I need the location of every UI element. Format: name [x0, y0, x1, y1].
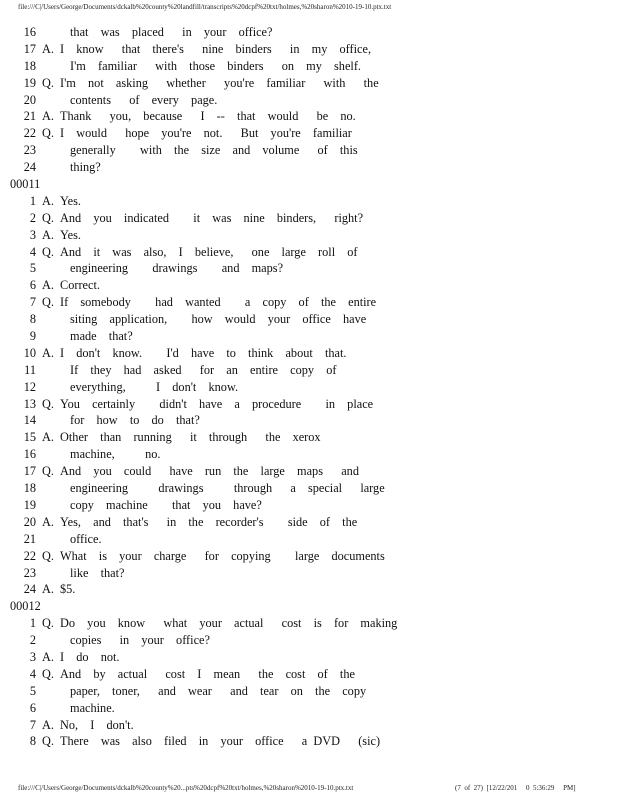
- transcript-line: [10, 514, 610, 531]
- speaker-label: A.: [42, 41, 54, 56]
- line-text: engineering drawings through a special large: [70, 481, 385, 496]
- line-text: contents of every page.: [70, 92, 218, 107]
- transcript-line: [10, 531, 610, 548]
- line-text: Yes, and that's in the recorder's side of the: [60, 514, 358, 529]
- line-text: I don't know. I'd have to think about that.: [60, 345, 347, 360]
- line-text: I'm not asking whether you're familiar with the: [60, 75, 379, 90]
- transcript-line: [10, 244, 610, 261]
- file-path-header: file:///C|/Users/George/Documents/dckalb%20county%20landfill/transcripts%20dcpf%20txt/holmes,%20sharon%2010-19-10.ptx.txt: [18, 3, 392, 11]
- transcript-line: [10, 24, 610, 41]
- page-marker: 00011: [10, 177, 41, 192]
- transcript-line: [10, 700, 610, 717]
- transcript-line: [10, 125, 610, 142]
- line-text: that was placed in your office?: [70, 25, 273, 39]
- transcript-body: [10, 24, 610, 750]
- line-text: for how to do that?: [70, 413, 200, 428]
- line-text: $5.: [60, 582, 76, 597]
- line-number: 6: [29, 278, 36, 293]
- transcript-line: [10, 193, 610, 210]
- transcript-line: [10, 277, 610, 294]
- transcript-line: [10, 548, 610, 565]
- line-number: 1: [29, 193, 36, 208]
- line-number: 21: [23, 109, 36, 124]
- line-text: Thank you, because I -- that would be no.: [60, 109, 356, 124]
- transcript-line: [10, 260, 610, 277]
- transcript-line: [10, 717, 610, 734]
- line-number: 4: [29, 244, 36, 259]
- speaker-label: Q.: [42, 666, 54, 681]
- line-number: 19: [23, 497, 36, 512]
- line-text: machine, no.: [70, 447, 161, 462]
- line-number: 23: [23, 565, 36, 580]
- line-text: like that?: [70, 565, 125, 580]
- line-number: 17: [23, 41, 36, 56]
- line-number: 2: [29, 633, 36, 648]
- transcript-line: [10, 362, 610, 379]
- speaker-label: A.: [42, 649, 54, 664]
- line-number: 17: [23, 464, 36, 479]
- line-number: 12: [23, 379, 36, 394]
- speaker-label: A.: [42, 582, 54, 597]
- line-text: If somebody had wanted a copy of the entire: [60, 295, 377, 310]
- line-text: There was also filed in your office a DVD (sic): [60, 734, 381, 749]
- transcript-line: [10, 294, 610, 311]
- transcript-line: [10, 92, 610, 109]
- line-text: No, I don't.: [60, 717, 134, 732]
- line-text: made that?: [70, 329, 133, 344]
- transcript-line: [10, 379, 610, 396]
- line-number: 5: [29, 683, 36, 698]
- line-number: 8: [29, 312, 36, 327]
- line-text: generally with the size and volume of this: [70, 143, 358, 158]
- transcript-line: [10, 328, 610, 345]
- speaker-label: A.: [42, 109, 54, 124]
- line-number: 8: [29, 734, 36, 749]
- transcript-line: [10, 227, 610, 244]
- line-text: And it was also, I believe, one large roll of: [60, 244, 358, 259]
- transcript-line: [10, 581, 610, 598]
- line-text: If they had asked for an entire copy of: [70, 362, 337, 377]
- line-text: copies in your office?: [70, 633, 210, 648]
- transcript-line: [10, 142, 610, 159]
- line-text: And you could have run the large maps and: [60, 464, 359, 479]
- transcript-line: [10, 58, 610, 75]
- line-text: siting application, how would your office have: [70, 312, 367, 327]
- line-number: 10: [23, 345, 36, 360]
- speaker-label: Q.: [42, 75, 54, 90]
- line-text: And you indicated it was nine binders, right?: [60, 210, 364, 225]
- line-text: I do not.: [60, 649, 120, 664]
- speaker-label: A.: [42, 345, 54, 360]
- transcript-line: [10, 683, 610, 700]
- speaker-label: Q.: [42, 396, 54, 411]
- line-text: I'm familiar with those binders on my shelf.: [70, 58, 361, 73]
- transcript-line: [10, 311, 610, 328]
- line-number: 22: [23, 548, 36, 563]
- line-text: Yes.: [60, 227, 81, 242]
- speaker-label: Q.: [42, 616, 54, 631]
- line-number: 4: [29, 666, 36, 681]
- line-text: Correct.: [60, 278, 100, 293]
- line-number: 21: [23, 531, 36, 546]
- line-number: 14: [23, 413, 36, 428]
- line-number: 16: [23, 447, 36, 462]
- line-number: 11: [24, 362, 36, 377]
- line-number: 22: [23, 126, 36, 141]
- line-number: 6: [29, 700, 36, 715]
- transcript-line: [10, 649, 610, 666]
- speaker-label: A.: [42, 278, 54, 293]
- transcript-line: [10, 632, 610, 649]
- line-text: Do you know what your actual cost is for making: [60, 616, 398, 631]
- line-text: machine.: [70, 700, 115, 715]
- transcript-line: [10, 75, 610, 92]
- speaker-label: Q.: [42, 210, 54, 225]
- line-text: You certainly didn't have a procedure in place: [60, 396, 374, 411]
- transcript-line: [10, 41, 610, 58]
- speaker-label: A.: [42, 514, 54, 529]
- line-number: 23: [23, 143, 36, 158]
- transcript-line: [10, 345, 610, 362]
- speaker-label: Q.: [42, 126, 54, 141]
- transcript-line: [10, 666, 610, 683]
- speaker-label: A.: [42, 430, 54, 445]
- transcript-line: [10, 159, 610, 176]
- transcript-line: [10, 480, 610, 497]
- line-number: 18: [23, 58, 36, 73]
- transcript-line: [10, 565, 610, 582]
- transcript-line: [10, 615, 610, 632]
- line-number: 18: [23, 481, 36, 496]
- speaker-label: Q.: [42, 464, 54, 479]
- speaker-label: A.: [42, 227, 54, 242]
- line-number: 2: [29, 210, 36, 225]
- line-text: Other than running it through the xerox: [60, 430, 321, 445]
- transcript-line: [10, 733, 610, 750]
- line-number: 1: [29, 616, 36, 631]
- line-number: 7: [29, 717, 36, 732]
- line-number: 15: [23, 430, 36, 445]
- line-text: I would hope you're not. But you're familiar: [60, 126, 352, 141]
- speaker-label: Q.: [42, 548, 54, 563]
- speaker-label: A.: [42, 193, 54, 208]
- page-marker: 00012: [10, 599, 41, 614]
- line-number: 16: [23, 25, 36, 39]
- transcript-line: [10, 463, 610, 480]
- line-number: 20: [23, 514, 36, 529]
- transcript-line: [10, 108, 610, 125]
- file-path-footer: file:///C|/Users/George/Documents/dckalb%20county%20...pts%20dcpf%20txt/holmes,%20sharon%2010-19-10.ptx.txt: [18, 784, 354, 792]
- transcript-line: [10, 210, 610, 227]
- line-number: 9: [29, 329, 36, 344]
- line-number: 7: [29, 295, 36, 310]
- line-number: 13: [23, 396, 36, 411]
- line-text: paper, toner, and wear and tear on the copy: [70, 683, 367, 698]
- line-text: engineering drawings and maps?: [70, 261, 284, 276]
- line-text: Yes.: [60, 193, 81, 208]
- line-text: everything, I don't know.: [70, 379, 239, 394]
- line-number: 5: [29, 261, 36, 276]
- page-info-footer: (7 of 27) [12/22/201 0 5:36:29 PM]: [455, 784, 576, 792]
- line-number: 20: [23, 92, 36, 107]
- line-text: I know that there's nine binders in my office,: [60, 41, 372, 56]
- transcript-line: [10, 497, 610, 514]
- line-number: 24: [23, 160, 36, 175]
- speaker-label: Q.: [42, 734, 54, 749]
- line-text: thing?: [70, 160, 101, 175]
- line-number: 3: [29, 227, 36, 242]
- speaker-label: Q.: [42, 244, 54, 259]
- transcript-line: [10, 446, 610, 463]
- transcript-line: [10, 412, 610, 429]
- line-text: And by actual cost I mean the cost of the: [60, 666, 355, 681]
- line-number: 24: [23, 582, 36, 597]
- line-number: 3: [29, 649, 36, 664]
- line-text: office.: [70, 531, 102, 546]
- line-text: copy machine that you have?: [70, 497, 262, 512]
- transcript-line: [10, 396, 610, 413]
- speaker-label: A.: [42, 717, 54, 732]
- line-text: What is your charge for copying large documents: [60, 548, 385, 563]
- speaker-label: Q.: [42, 295, 54, 310]
- line-number: 19: [23, 75, 36, 90]
- transcript-line: [10, 429, 610, 446]
